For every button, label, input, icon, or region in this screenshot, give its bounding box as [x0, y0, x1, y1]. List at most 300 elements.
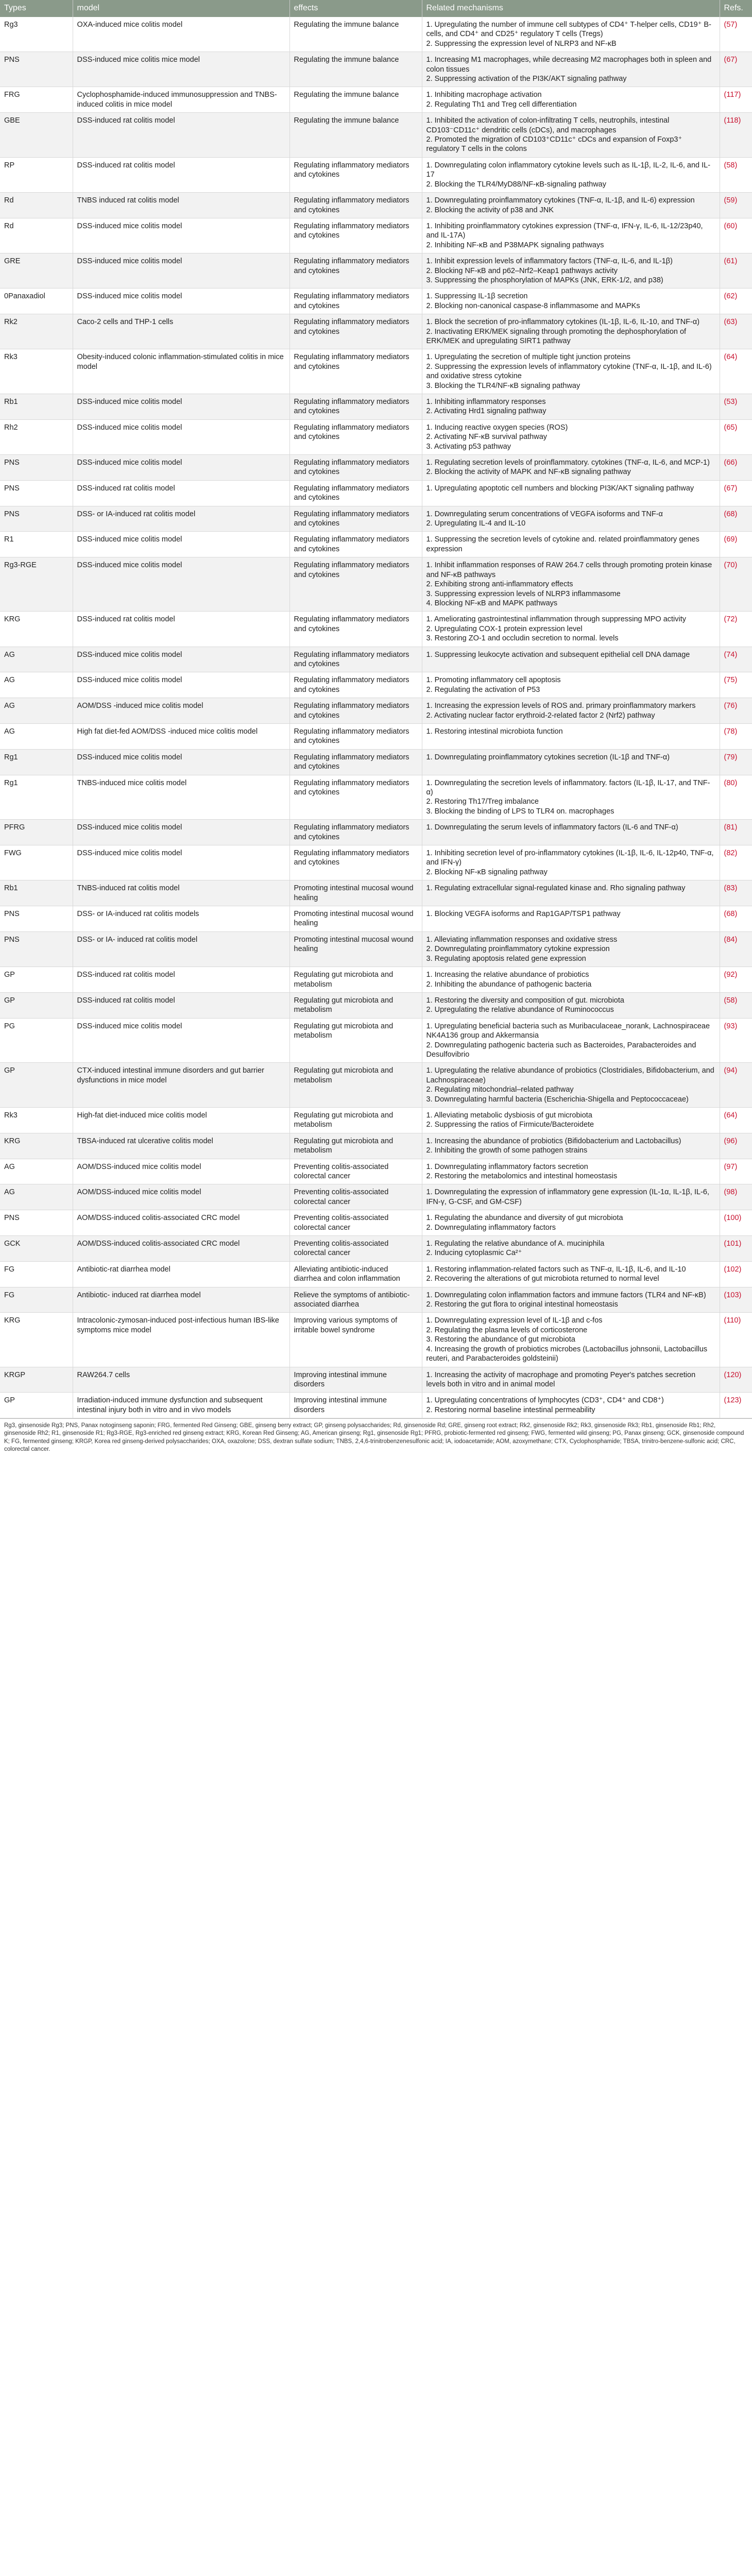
cell-mechanisms — [422, 775, 720, 820]
cell-mechanisms — [422, 672, 720, 698]
mechanism-item: 2. Blocking the activity of p38 and JNK — [426, 206, 554, 214]
cell-ref[interactable]: (69) — [720, 532, 752, 557]
cell-mechanisms — [422, 113, 720, 158]
cell-type: GP — [0, 992, 73, 1018]
mechanism-item: 1. Inhibiting inflammatory responses — [426, 398, 546, 406]
mechanism-item: 1. Downregulating the serum levels of inflammatory factors (IL-6 and TNF-α) — [426, 823, 678, 832]
cell-type: KRG — [0, 1133, 73, 1159]
table-row — [0, 349, 752, 394]
mechanism-item: 2. Restoring the metabolomics and intestinal homeostasis — [426, 1172, 618, 1180]
cell-model: AOM/DSS-induced mice colitis model — [73, 1159, 289, 1184]
cell-effect: Regulating gut microbiota and metabolism — [289, 1107, 422, 1133]
cell-ref[interactable]: (117) — [720, 87, 752, 113]
cell-type: GCK — [0, 1236, 73, 1262]
mechanism-item: 1. Downregulating the expression of inflammatory gene expression (IL-1α, IL-1β, IL-6, IFN-γ, G-CSF, and GM-CSF) — [426, 1188, 709, 1206]
cell-effect: Regulating inflammatory mediators and cytokines — [289, 647, 422, 672]
cell-ref[interactable]: (110) — [720, 1313, 752, 1367]
table-row — [0, 992, 752, 1018]
cell-mechanisms — [422, 193, 720, 218]
cell-ref[interactable]: (102) — [720, 1261, 752, 1287]
cell-mechanisms — [422, 218, 720, 253]
mechanism-item: 2. Activating nuclear factor erythroid-2-related factor 2 (Nrf2) pathway — [426, 711, 655, 720]
mechanism-item: 1. Downregulating expression level of IL-1β and c-fos — [426, 1316, 603, 1325]
table-body — [0, 17, 752, 1418]
table-row — [0, 1287, 752, 1313]
cell-model: AOM/DSS-induced colitis-associated CRC model — [73, 1236, 289, 1262]
cell-model: TNBS-induced rat colitis model — [73, 880, 289, 906]
mechanism-item: 4. Increasing the growth of probiotics microbes (Lactobacillus johnsonii, Lactobacillus reuteri, and Parabacteroides goldsteinii) — [426, 1345, 708, 1363]
mechanism-item: 1. Increasing the abundance of probiotics (Bifidobacterium and Lactobacillus) — [426, 1137, 681, 1145]
cell-ref[interactable]: (70) — [720, 557, 752, 612]
cell-mechanisms — [422, 749, 720, 775]
cell-effect: Regulating gut microbiota and metabolism — [289, 1018, 422, 1063]
cell-effect: Regulating inflammatory mediators and cytokines — [289, 157, 422, 192]
cell-mechanisms — [422, 1367, 720, 1393]
cell-type: 0Panaxadiol — [0, 289, 73, 314]
cell-type: FG — [0, 1287, 73, 1313]
cell-type: PNS — [0, 455, 73, 481]
table-row — [0, 532, 752, 557]
cell-mechanisms — [422, 52, 720, 87]
cell-type: GP — [0, 1063, 73, 1108]
cell-ref[interactable]: (58) — [720, 992, 752, 1018]
cell-model: DSS-induced mice colitis model — [73, 289, 289, 314]
cell-effect: Regulating inflammatory mediators and cytokines — [289, 289, 422, 314]
mechanism-item: 1. Regulating the relative abundance of A. muciniphila — [426, 1240, 605, 1248]
cell-type: Rd — [0, 218, 73, 253]
cell-model: DSS-induced mice colitis model — [73, 419, 289, 454]
mechanism-item: 1. Inhibiting proinflammatory cytokines expression (TNF-α, IFN-γ, IL-6, IL-12/23p40, and IL-17A) — [426, 222, 703, 240]
table-row — [0, 1236, 752, 1262]
header-effects: effects — [289, 0, 422, 17]
cell-effect: Regulating inflammatory mediators and cytokines — [289, 775, 422, 820]
table-row — [0, 723, 752, 749]
cell-type: Rb1 — [0, 880, 73, 906]
cell-mechanisms — [422, 1159, 720, 1184]
cell-effect: Regulating inflammatory mediators and cytokines — [289, 845, 422, 880]
mechanism-item: 2. Suppressing the expression level of NLRP3 and NF-κB — [426, 39, 617, 48]
cell-type: Rk2 — [0, 314, 73, 349]
cell-model: DSS-induced rat colitis model — [73, 113, 289, 158]
mechanism-item: 1. Inhibiting secretion level of pro-inflammatory cytokines (IL-1β, IL-6, IL-12p40, TNF-α, and IFN-γ) — [426, 849, 714, 867]
cell-model: Irradiation-induced immune dysfunction and subsequent intestinal injury both in vitro and in vivo models — [73, 1393, 289, 1418]
cell-model: DSS-induced mice colitis model — [73, 647, 289, 672]
cell-model: DSS-induced mice colitis model — [73, 218, 289, 253]
cell-ref[interactable]: (120) — [720, 1367, 752, 1393]
table-header — [0, 0, 752, 17]
cell-mechanisms — [422, 820, 720, 845]
table-row — [0, 480, 752, 506]
cell-type: RP — [0, 157, 73, 192]
mechanism-item: 1. Downregulating serum concentrations of VEGFA isoforms and TNF-α — [426, 510, 663, 518]
cell-model: High-fat diet-induced mice colitis model — [73, 1107, 289, 1133]
cell-effect: Regulating inflammatory mediators and cytokines — [289, 193, 422, 218]
mechanism-item: 3. Restoring ZO-1 and occludin secretion to normal. levels — [426, 634, 619, 643]
mechanism-item: 2. Upregulating the relative abundance of Ruminococcus — [426, 1006, 614, 1014]
mechanism-item: 2. Downregulating pathogenic bacteria such as Bacteroides, Parabacteroides and Desulfovibrio — [426, 1041, 696, 1059]
cell-ref[interactable]: (82) — [720, 845, 752, 880]
cell-type: PNS — [0, 52, 73, 87]
cell-ref[interactable]: (60) — [720, 218, 752, 253]
mechanism-item: 1. Inhibit inflammation responses of RAW 264.7 cells through promoting protein kinase and NF-κB pathways — [426, 561, 712, 579]
cell-ref[interactable]: (97) — [720, 1159, 752, 1184]
mechanism-item: 3. Blocking the TLR4/NF-κB signaling pathway — [426, 381, 580, 390]
cell-type: AG — [0, 1159, 73, 1184]
table-row — [0, 17, 752, 52]
cell-model: DSS- or IA-induced rat colitis model — [73, 506, 289, 532]
mechanism-item: 2. Downregulating inflammatory factors — [426, 1223, 556, 1232]
cell-ref[interactable]: (65) — [720, 419, 752, 454]
cell-model: AOM/DSS -induced mice colitis model — [73, 698, 289, 724]
cell-effect: Regulating gut microbiota and metabolism — [289, 1133, 422, 1159]
cell-type: AG — [0, 647, 73, 672]
cell-type: GRE — [0, 253, 73, 289]
mechanism-item: 2. Restoring the gut flora to original intestinal homeostasis — [426, 1300, 618, 1309]
mechanism-item: 1. Downregulating colon inflammatory cytokine levels such as IL-1β, IL-2, IL-6, and IL-17 — [426, 161, 711, 179]
mechanism-item: 1. Ameliorating gastrointestinal inflammation through suppressing MPO activity — [426, 615, 687, 624]
mechanism-item: 2. Regulating Th1 and Treg cell differentiation — [426, 100, 577, 109]
table-row — [0, 1107, 752, 1133]
mechanism-item: 1. Block the secretion of pro-inflammatory cytokines (IL-1β, IL-6, IL-10, and TNF-α) — [426, 318, 700, 327]
cell-mechanisms — [422, 698, 720, 724]
cell-type: GP — [0, 1393, 73, 1418]
cell-model: AOM/DSS-induced colitis-associated CRC model — [73, 1210, 289, 1236]
cell-mechanisms — [422, 612, 720, 647]
cell-effect: Regulating inflammatory mediators and cytokines — [289, 480, 422, 506]
cell-type: GBE — [0, 113, 73, 158]
cell-ref[interactable]: (80) — [720, 775, 752, 820]
cell-ref[interactable]: (93) — [720, 1018, 752, 1063]
table-row — [0, 931, 752, 967]
cell-type: Rk3 — [0, 1107, 73, 1133]
table-row — [0, 698, 752, 724]
cell-type: Rg1 — [0, 749, 73, 775]
mechanism-item: 3. Regulating apoptosis related gene expression — [426, 954, 586, 963]
cell-model: DSS-induced mice colitis model — [73, 1018, 289, 1063]
cell-mechanisms — [422, 1261, 720, 1287]
cell-mechanisms — [422, 906, 720, 932]
table-row — [0, 253, 752, 289]
header-model: model — [73, 0, 289, 17]
cell-type: KRG — [0, 612, 73, 647]
mechanism-item: 1. Increasing the activity of macrophage and promoting Peyer's patches secretion levels both in vitro and in animal model — [426, 1370, 696, 1388]
cell-type: FRG — [0, 87, 73, 113]
cell-ref[interactable]: (81) — [720, 820, 752, 845]
mechanism-item: 1. Promoting inflammatory cell apoptosis — [426, 676, 561, 685]
cell-mechanisms — [422, 87, 720, 113]
mechanism-item: 1. Downregulating the secretion levels of inflammatory. factors (IL-1β, IL-17, and TNF-α) — [426, 778, 710, 796]
mechanism-item: 2. Activating Hrd1 signaling pathway — [426, 407, 546, 416]
cell-mechanisms — [422, 253, 720, 289]
cell-ref[interactable]: (101) — [720, 1236, 752, 1262]
cell-effect: Improving intestinal immune disorders — [289, 1367, 422, 1393]
mechanism-item: 2. Blocking NF-κB signaling pathway — [426, 868, 548, 876]
cell-effect: Regulating inflammatory mediators and cytokines — [289, 394, 422, 420]
cell-effect: Regulating inflammatory mediators and cytokines — [289, 506, 422, 532]
table-row — [0, 419, 752, 454]
cell-mechanisms — [422, 1393, 720, 1418]
mechanism-item: 2. Regulating the plasma levels of corticosterone — [426, 1326, 588, 1334]
cell-effect: Promoting intestinal mucosal wound healing — [289, 880, 422, 906]
mechanism-item: 2. Inhibiting the abundance of pathogenic bacteria — [426, 980, 592, 989]
cell-ref[interactable]: (78) — [720, 723, 752, 749]
cell-model: DSS-induced mice colitis model — [73, 455, 289, 481]
cell-effect: Preventing colitis-associated colorectal cancer — [289, 1236, 422, 1262]
cell-effect: Preventing colitis-associated colorectal cancer — [289, 1159, 422, 1184]
cell-model: DSS-induced mice colitis model — [73, 557, 289, 612]
cell-ref[interactable]: (79) — [720, 749, 752, 775]
table-row — [0, 52, 752, 87]
table-footnote: Rg3, ginsenoside Rg3; PNS, Panax notoginseng saponin; FRG, fermented Red Ginseng; GBE, ginseng berry extract; GP, ginseng polysaccharides; Rd, ginsenoside Rd; GRE, ginseng root extract; Rk2, ginsenoside Rk2; Rk3, ginsenoside Rk3; Rb1, ginsenoside Rb1; Rh2, ginsenoside Rh2; R1, ginsenoside R1; Rg3-RGE, Rg3-enriched red ginseng extract; KRG, Korean Red Ginseng; AG, American ginseng; Rg1, ginsenoside Rg1; PFRG, probiotic-fermented red ginseng; FWG, fermented wild ginseng; PG, Panax ginseng; GCK, ginsenoside compound K; FG, fermented ginseng; KRGP, Korea red ginseng-derived polysaccharides; OXA, oxazolone; DSS, dextran sulfate sodium; TNBS, 2,4,6-trinitrobenzenesulfonic acid; IA, iodoacetamide; AOM, azoxymethane; CTX, Cyclophosphamide; TBSA, trinitro-benzene-sulfonic acid; CRC, colorectal cancer. — [0, 1418, 752, 1453]
table-row — [0, 1018, 752, 1063]
cell-model: DSS- or IA-induced rat colitis models — [73, 906, 289, 932]
table-row — [0, 1393, 752, 1418]
cell-ref[interactable]: (61) — [720, 253, 752, 289]
cell-mechanisms — [422, 1018, 720, 1063]
mechanism-item: 2. Suppressing activation of the PI3K/AKT signaling pathway — [426, 75, 627, 83]
table-row — [0, 506, 752, 532]
cell-type: FWG — [0, 845, 73, 880]
cell-model: TNBS-induced mice colitis model — [73, 775, 289, 820]
cell-ref[interactable]: (64) — [720, 349, 752, 394]
cell-type: KRGP — [0, 1367, 73, 1393]
cell-effect: Regulating inflammatory mediators and cytokines — [289, 698, 422, 724]
table-row — [0, 749, 752, 775]
cell-mechanisms — [422, 1184, 720, 1210]
mechanism-item: 2. Promoted the migration of CD103⁺CD11c⁺ cDCs and expansion of Foxp3⁺ regulatory T cells in the colons — [426, 135, 682, 154]
cell-model: TBSA-induced rat ulcerative colitis model — [73, 1133, 289, 1159]
cell-model: DSS-induced mice colitis model — [73, 672, 289, 698]
mechanism-item: 1. Downregulating proinflammatory cytokines secretion (IL-1β and TNF-α) — [426, 753, 670, 761]
table-row — [0, 314, 752, 349]
mechanism-item: 2. Blocking the activity of MAPK and NF-κB signaling pathway — [426, 468, 631, 477]
cell-model: DSS-induced mice colitis model — [73, 820, 289, 845]
cell-effect: Promoting intestinal mucosal wound healing — [289, 906, 422, 932]
cell-effect: Regulating inflammatory mediators and cytokines — [289, 419, 422, 454]
cell-type: R1 — [0, 532, 73, 557]
header-refs: Refs. — [720, 0, 752, 17]
cell-effect: Regulating the immune balance — [289, 52, 422, 87]
cell-effect: Regulating inflammatory mediators and cytokines — [289, 557, 422, 612]
table-row — [0, 157, 752, 192]
cell-type: Rg3-RGE — [0, 557, 73, 612]
cell-model: Antibiotic-rat diarrhea model — [73, 1261, 289, 1287]
cell-model: DSS-induced mice colitis model — [73, 394, 289, 420]
cell-model: Caco-2 cells and THP-1 cells — [73, 314, 289, 349]
mechanism-item: 1. Upregulating beneficial bacteria such as Muribaculaceae_norank, Lachnospiraceae NK4A136 group and Akkermansia — [426, 1022, 710, 1040]
mechanism-item: 2. Suppressing the ratios of Firmicute/Bacteroidete — [426, 1121, 594, 1129]
cell-ref[interactable]: (123) — [720, 1393, 752, 1418]
cell-ref[interactable]: (92) — [720, 967, 752, 993]
cell-mechanisms — [422, 880, 720, 906]
cell-mechanisms — [422, 157, 720, 192]
cell-effect: Regulating inflammatory mediators and cytokines — [289, 672, 422, 698]
table-row — [0, 775, 752, 820]
cell-model: DSS-induced mice colitis model — [73, 253, 289, 289]
cell-mechanisms — [422, 992, 720, 1018]
cell-mechanisms — [422, 1210, 720, 1236]
mechanism-item: 1. Inhibited the activation of colon-infiltrating T cells, neutrophils, intestinal CD103⁻CD11c⁺ dendritic cells (cDCs), and macrophages — [426, 116, 670, 134]
cell-effect: Regulating inflammatory mediators and cytokines — [289, 253, 422, 289]
mechanism-item: 1. Upregulating apoptotic cell numbers and blocking PI3K/AKT signaling pathway — [426, 484, 694, 493]
mechanism-item: 2. Regulating mitochondrial–related pathway — [426, 1086, 574, 1094]
cell-type: AG — [0, 1184, 73, 1210]
cell-ref[interactable]: (64) — [720, 1107, 752, 1133]
cell-effect: Regulating gut microbiota and metabolism — [289, 992, 422, 1018]
cell-ref[interactable]: (100) — [720, 1210, 752, 1236]
mechanism-item: 1. Restoring the diversity and composition of gut. microbiota — [426, 996, 624, 1005]
cell-mechanisms — [422, 647, 720, 672]
cell-effect: Improving various symptoms of irritable bowel syndrome — [289, 1313, 422, 1367]
cell-mechanisms — [422, 557, 720, 612]
cell-mechanisms — [422, 314, 720, 349]
cell-mechanisms — [422, 967, 720, 993]
mechanism-item: 2. Suppressing the expression levels of inflammatory cytokine (TNF-α, IL-1β, and IL-6) and oxidative stress cytokine — [426, 362, 712, 381]
cell-effect: Relieve the symptoms of antibiotic-associated diarrhea — [289, 1287, 422, 1313]
cell-ref[interactable]: (67) — [720, 52, 752, 87]
cell-mechanisms — [422, 17, 720, 52]
cell-model: DSS-induced mice colitis model — [73, 749, 289, 775]
cell-ref[interactable]: (58) — [720, 157, 752, 192]
cell-model: DSS-induced mice colitis model — [73, 845, 289, 880]
table-row — [0, 845, 752, 880]
mechanism-item: 1. Regulating secretion levels of proinflammatory. cytokines (TNF-α, IL-6, and MCP-1) — [426, 459, 710, 467]
cell-ref[interactable]: (84) — [720, 931, 752, 967]
mechanism-item: 2. Restoring normal baseline intestinal permeability — [426, 1405, 595, 1414]
mechanism-item: 1. Regulating extracellular signal-regulated kinase and. Rho signaling pathway — [426, 884, 686, 893]
cell-model: RAW264.7 cells — [73, 1367, 289, 1393]
cell-type: PFRG — [0, 820, 73, 845]
cell-type: KRG — [0, 1313, 73, 1367]
mechanism-item: 2. Regulating the activation of P53 — [426, 685, 540, 694]
cell-type: FG — [0, 1261, 73, 1287]
cell-mechanisms — [422, 506, 720, 532]
mechanism-item: 2. Inducing cytoplasmic Ca²⁺ — [426, 1249, 522, 1258]
cell-model: TNBS induced rat colitis model — [73, 193, 289, 218]
cell-ref[interactable]: (53) — [720, 394, 752, 420]
cell-effect: Regulating inflammatory mediators and cytokines — [289, 820, 422, 845]
cell-ref[interactable]: (66) — [720, 455, 752, 481]
mechanism-item: 1. Increasing M1 macrophages, while decreasing M2 macrophages both in spleen and colon tissues — [426, 56, 712, 74]
cell-ref[interactable]: (68) — [720, 906, 752, 932]
mechanism-item: 2. Recovering the alterations of gut microbiota returned to normal level — [426, 1275, 659, 1283]
cell-type: Rb1 — [0, 394, 73, 420]
cell-type: Rg3 — [0, 17, 73, 52]
mechanism-item: 1. Regulating the abundance and diversity of gut microbiota — [426, 1214, 623, 1223]
cell-type: PG — [0, 1018, 73, 1063]
cell-type: PNS — [0, 1210, 73, 1236]
mechanism-item: 1. Increasing the relative abundance of probiotics — [426, 971, 589, 979]
cell-ref[interactable]: (98) — [720, 1184, 752, 1210]
cell-model: OXA-induced mice colitis model — [73, 17, 289, 52]
cell-ref[interactable]: (118) — [720, 113, 752, 158]
cell-model: Antibiotic- induced rat diarrhea model — [73, 1287, 289, 1313]
cell-effect: Regulating gut microbiota and metabolism — [289, 1063, 422, 1108]
cell-mechanisms — [422, 419, 720, 454]
cell-model: CTX-induced intestinal immune disorders and gut barrier dysfunctions in mice model — [73, 1063, 289, 1108]
mechanism-item: 1. Upregulating the secretion of multiple tight junction proteins — [426, 353, 631, 362]
cell-ref[interactable]: (103) — [720, 1287, 752, 1313]
table-row — [0, 906, 752, 932]
cell-model: Obesity-induced colonic inflammation-stimulated colitis in mice model — [73, 349, 289, 394]
cell-ref[interactable]: (76) — [720, 698, 752, 724]
mechanism-item: 2. Upregulating IL-4 and IL-10 — [426, 519, 526, 528]
cell-effect: Regulating the immune balance — [289, 17, 422, 52]
cell-mechanisms — [422, 455, 720, 481]
cell-type: AG — [0, 672, 73, 698]
header-types: Types — [0, 0, 73, 17]
cell-effect: Regulating inflammatory mediators and cytokines — [289, 749, 422, 775]
mechanism-item: 2. Blocking the TLR4/MyD88/NF-κB-signaling pathway — [426, 180, 607, 189]
cell-ref[interactable]: (83) — [720, 880, 752, 906]
cell-mechanisms — [422, 1063, 720, 1108]
mechanism-item: 1. Increasing the expression levels of ROS and. primary proinflammatory markers — [426, 702, 696, 710]
table-row — [0, 289, 752, 314]
cell-effect: Regulating inflammatory mediators and cytokines — [289, 723, 422, 749]
mechanism-item: 1. Alleviating metabolic dysbiosis of gut microbiota — [426, 1111, 592, 1120]
cell-ref[interactable]: (72) — [720, 612, 752, 647]
cell-ref[interactable]: (59) — [720, 193, 752, 218]
cell-mechanisms — [422, 1287, 720, 1313]
cell-effect: Improving intestinal immune disorders — [289, 1393, 422, 1418]
table-row — [0, 218, 752, 253]
mechanism-item: 1. Downregulating colon inflammation factors and immune factors (TLR4 and NF-κB) — [426, 1291, 706, 1299]
mechanism-item: 1. Suppressing leukocyte activation and subsequent epithelial cell DNA damage — [426, 650, 690, 659]
cell-model: DSS-induced mice colitis mice model — [73, 52, 289, 87]
cell-ref[interactable]: (68) — [720, 506, 752, 532]
cell-effect: Preventing colitis-associated colorectal cancer — [289, 1210, 422, 1236]
cell-type: Rd — [0, 193, 73, 218]
cell-type: Rk3 — [0, 349, 73, 394]
cell-mechanisms — [422, 931, 720, 967]
cell-ref[interactable]: (74) — [720, 647, 752, 672]
cell-effect: Regulating inflammatory mediators and cytokines — [289, 455, 422, 481]
cell-effect: Regulating the immune balance — [289, 113, 422, 158]
cell-ref[interactable]: (57) — [720, 17, 752, 52]
mechanism-item: 3. Blocking the binding of LPS to TLR4 on. macrophages — [426, 807, 614, 816]
table-row — [0, 193, 752, 218]
mechanism-item: 4. Blocking NF-κB and MAPK pathways — [426, 599, 558, 607]
cell-mechanisms — [422, 1133, 720, 1159]
cell-type: PNS — [0, 906, 73, 932]
cell-ref[interactable]: (75) — [720, 672, 752, 698]
cell-model: DSS-induced rat colitis model — [73, 612, 289, 647]
cell-ref[interactable]: (67) — [720, 480, 752, 506]
mechanism-item: 3. Activating p53 pathway — [426, 442, 511, 451]
table-row — [0, 455, 752, 481]
table-row — [0, 647, 752, 672]
mechanism-item: 2. Inhibiting the growth of some pathogen strains — [426, 1146, 588, 1155]
cell-model: DSS-induced rat colitis model — [73, 992, 289, 1018]
mechanism-item: 3. Downregulating harmful bacteria (Escherichia-Shigella and Peptococcaceae) — [426, 1095, 689, 1104]
table-row — [0, 87, 752, 113]
mechanism-item: 2. Inactivating ERK/MEK signaling through promoting the dephosphorylation of ERK/MEK and upregulating SIRT1 pathway — [426, 327, 687, 345]
cell-effect: Regulating inflammatory mediators and cytokines — [289, 314, 422, 349]
cell-effect: Preventing colitis-associated colorectal cancer — [289, 1184, 422, 1210]
cell-ref[interactable]: (94) — [720, 1063, 752, 1108]
cell-ref[interactable]: (62) — [720, 289, 752, 314]
mechanism-item: 1. Restoring inflammation-related factors such as TNF-α, IL-1β, IL-6, and IL-10 — [426, 1265, 686, 1274]
cell-type: AG — [0, 698, 73, 724]
cell-ref[interactable]: (96) — [720, 1133, 752, 1159]
cell-type: AG — [0, 723, 73, 749]
table-row — [0, 1063, 752, 1108]
header-row — [0, 0, 752, 17]
cell-type: PNS — [0, 506, 73, 532]
cell-mechanisms — [422, 480, 720, 506]
cell-ref[interactable]: (63) — [720, 314, 752, 349]
cell-model: DSS- or IA- induced rat colitis model — [73, 931, 289, 967]
